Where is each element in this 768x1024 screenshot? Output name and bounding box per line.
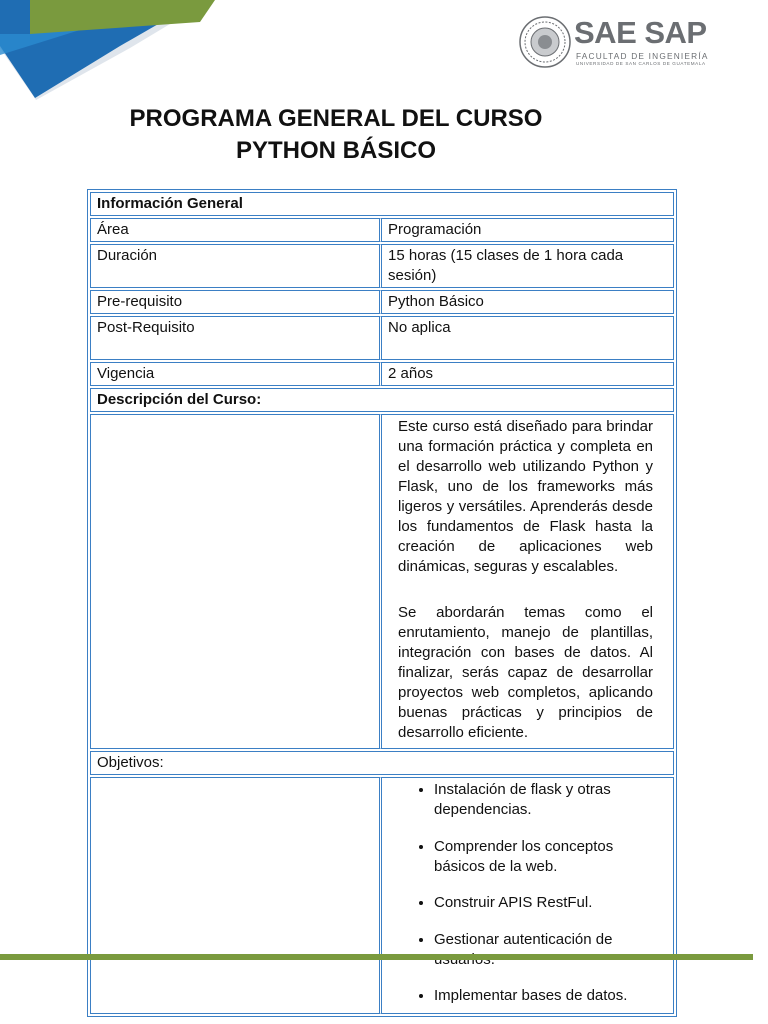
- section-header-objectives: [90, 751, 674, 775]
- description-paragraph-1: Este curso está diseñado para brindar una formación práctica y completa en el desarrollo web utilizando Python y Flask, uno de los frameworks más ligeros y versátiles. Aprenderás desde los fundamentos de Flask hasta la creación de aplicaciones web dinámicas, seguras y escalables.: [398, 418, 653, 575]
- logo-subtitle: FACULTAD DE INGENIERÍA: [576, 51, 709, 61]
- section-header-general: [90, 192, 674, 216]
- objectives-list: [388, 780, 667, 1006]
- row-label: Área: [90, 218, 382, 242]
- table-row: [90, 290, 674, 314]
- table-row: [90, 362, 674, 386]
- row-label: Duración: [90, 244, 382, 288]
- row-label: Post-Requisito: [90, 316, 382, 360]
- description-body: [382, 414, 674, 749]
- section-header-description: [90, 388, 674, 412]
- row-label: Pre-requisito: [90, 290, 382, 314]
- page-title: [100, 103, 572, 167]
- table-row: [90, 316, 674, 360]
- row-value: Python Básico: [382, 290, 674, 314]
- description-row: [90, 414, 674, 749]
- description-paragraph-2: Se abordarán temas como el enrutamiento, manejo de plantillas, integración con bases de datos. Al finalizar, serás capaz de desarrollar proyectos web completos, aplicando buenas prácticas y principios de desarrollo eficiente.: [398, 604, 653, 741]
- row-label: Vigencia: [90, 362, 382, 386]
- list-item: • Implementar bases de datos.: [434, 986, 667, 1006]
- objectives-row: [90, 777, 674, 1014]
- section-heading-description: Descripción del Curso:: [90, 388, 674, 412]
- row-value: 2 años: [382, 362, 674, 386]
- row-value: Programación: [382, 218, 674, 242]
- row-value: No aplica: [382, 316, 674, 360]
- section-heading-objectives: Objetivos:: [90, 751, 674, 775]
- objectives-list-cell: [382, 777, 674, 1014]
- corner-decoration: [0, 0, 220, 110]
- list-item: • Construir APIS RestFul.: [434, 893, 667, 913]
- footer-divider: [0, 954, 753, 960]
- logo-subtitle-university: UNIVERSIDAD DE SAN CARLOS DE GUATEMALA: [576, 61, 706, 66]
- empty-cell: [90, 414, 382, 749]
- title-line-1: PROGRAMA GENERAL DEL CURSO: [129, 105, 543, 132]
- university-seal-icon: [519, 16, 571, 68]
- list-item: • Comprender los conceptos básicos de la web.: [434, 837, 667, 877]
- list-item: • Gestionar autenticación de: [434, 930, 667, 970]
- sae-sap-logo: [519, 14, 719, 70]
- table-row: [90, 218, 674, 242]
- table-row: [90, 244, 674, 288]
- title-line-2: PYTHON BÁSICO: [235, 137, 436, 164]
- course-info-table: [87, 189, 677, 1017]
- section-heading-general: Información General: [90, 192, 674, 216]
- row-value: 15 horas (15 clases de 1 hora cada sesión): [382, 244, 674, 288]
- logo-main-text: SAE SAP: [574, 15, 707, 50]
- list-item: • Instalación de flask y otras dependencias.: [434, 780, 667, 820]
- empty-cell: [90, 777, 382, 1014]
